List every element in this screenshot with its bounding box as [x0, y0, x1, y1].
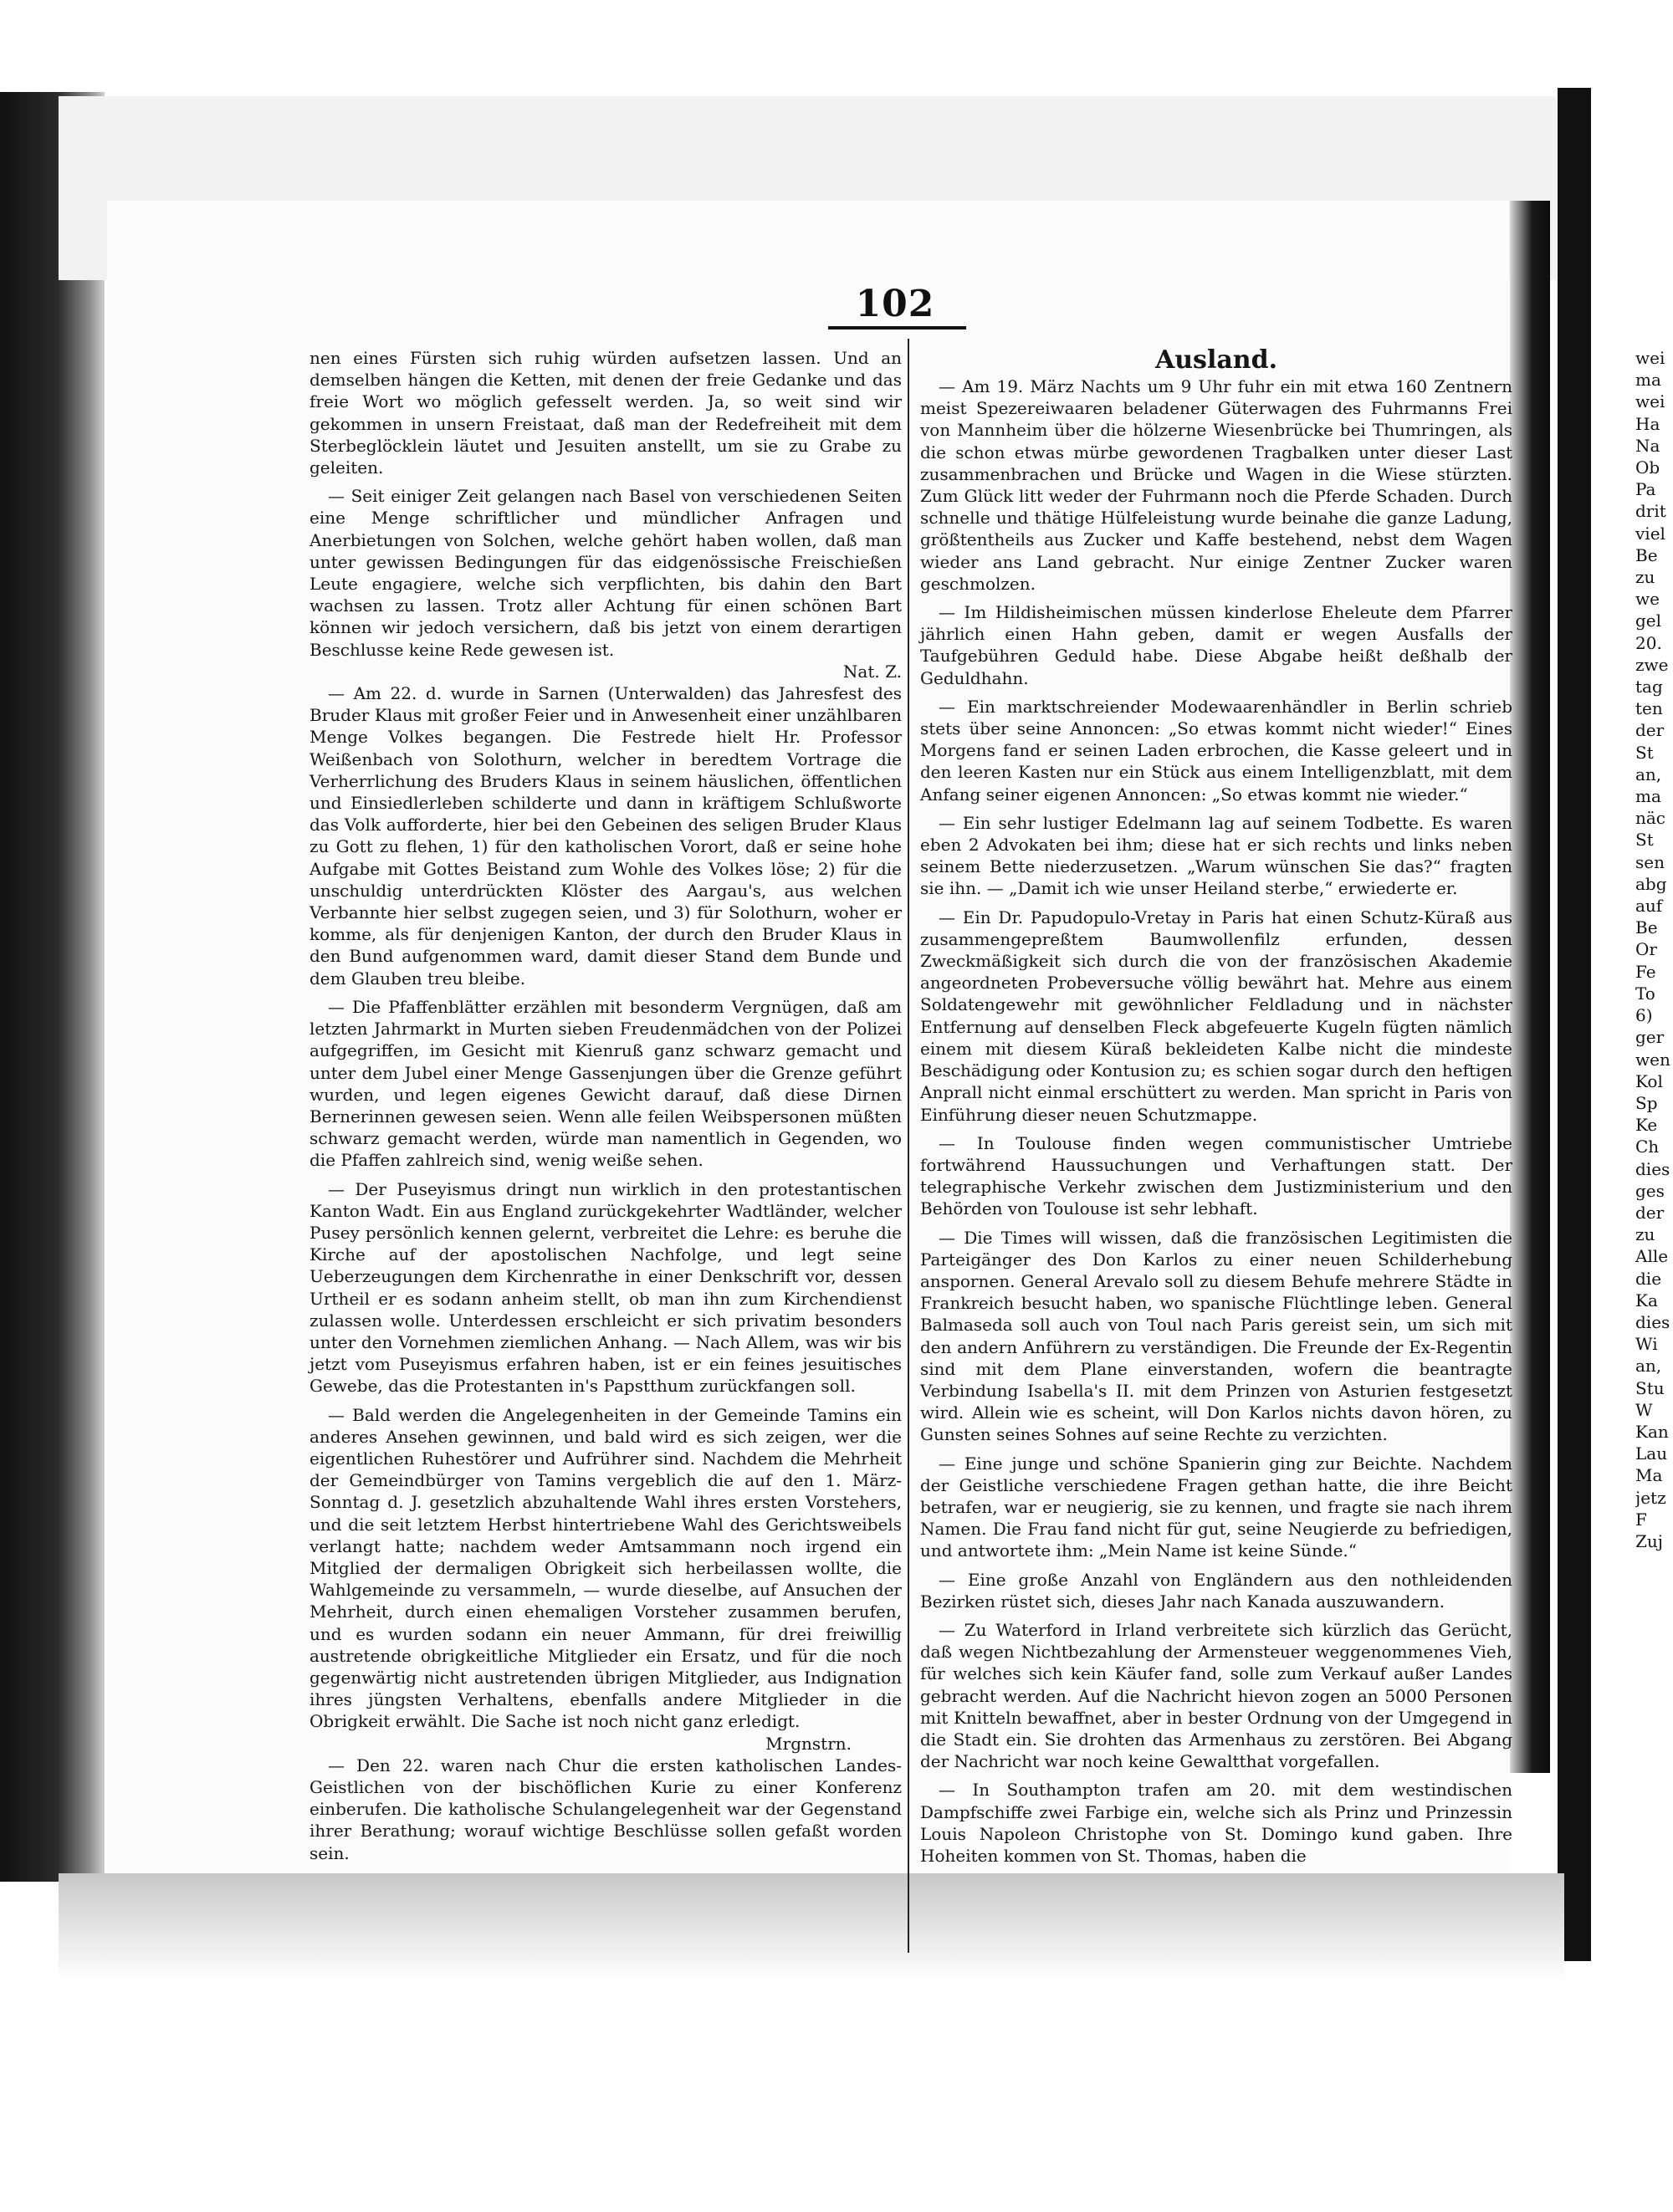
fragment-line: viel: [1635, 523, 1665, 544]
fragment-line: Kan: [1635, 1421, 1669, 1442]
fragment-line: dies: [1635, 1158, 1670, 1179]
fragment-line: gel: [1635, 610, 1662, 631]
fragment-line: Ke: [1635, 1115, 1658, 1136]
fragment-line: Na: [1635, 435, 1660, 456]
fragment-line: ger: [1635, 1027, 1665, 1048]
fragment-line: wei: [1635, 391, 1665, 412]
fragment-line: Lau: [1635, 1443, 1668, 1464]
article-paragraph: — Ein marktschreiender Modewaarenhändler in Berlin schrieb stets über seine Annoncen: „So etwas kommt nicht wieder!“ Eines Morgens fand er seinen Laden erbrochen, die Kasse geleert und in den leeren Kasten nur ein Stück aus einem Intelligenzblatt, mit dem Anfang seiner eigenen Annoncen: „So etwas kommt nie wieder.“: [920, 696, 1512, 805]
article-paragraph: — Den 22. waren nach Chur die ersten katholischen Landes-Geistlichen von der bischöflichen Kurie zu einer Konferenz einberufen. Die katholische Schulangelegenheit war der Gegenstand ihrer Berathung; worauf wichtige Beschlüsse sollen gefaßt worden sein.: [310, 1755, 902, 1863]
fragment-line: zu: [1635, 567, 1655, 588]
book-gutter: [1510, 201, 1550, 1773]
article-paragraph: — Die Times will wissen, daß die französischen Legitimisten die Parteigänger des Don Karlos zu einer neuen Schilderhebung anspornen. General Arevalo soll zu diesem Behufe mehrere Städte in Frankreich besucht haben, wo spanische Flüchtlinge leben. General Balmaseda soll auch von Toul nach Paris gereist sein, um sich mit den andern Anführern zu verständigen. Die Freunde der Ex-Regentin sind mit dem Plane einverstanden, wofern die beantragte Verbindung Isabella's II. mit dem Prinzen von Asturien festgesetzt wird. Allein wie es scheint, will Don Karlos nichts davon hören, zu Gunsten seines Sohnes auf seine Rechte zu verzichten.: [920, 1227, 1512, 1445]
fragment-line: zu: [1635, 1224, 1655, 1245]
fragment-line: der: [1635, 1202, 1665, 1223]
column-divider: [908, 339, 909, 1953]
fragment-line: Be: [1635, 917, 1658, 938]
fragment-line: Kol: [1635, 1070, 1663, 1091]
fragment-line: Zuj: [1635, 1530, 1663, 1551]
fragment-line: an,: [1635, 1356, 1662, 1377]
fragment-line: der: [1635, 720, 1665, 741]
fragment-line: St: [1635, 830, 1654, 851]
article-paragraph: — Seit einiger Zeit gelangen nach Basel von verschiedenen Seiten eine Menge schriftlicher und mündlicher Anfragen und Anerbietungen von Solchen, welche gehört haben wollen, daß man unter gewissen Bedingungen für das eidgenössische Freischießen Leute engagiere, welche sich verpflichten, bis dahin den Bart wachsen zu lassen. Trotz aller Achtung für einen schönen Bart können wir jedoch versichern, daß bis jetzt von einem derartigen Beschlusse keine Rede gewesen ist.: [310, 486, 902, 660]
fragment-line: Ma: [1635, 1465, 1663, 1486]
fragment-line: sen: [1635, 851, 1665, 872]
fragment-line: wei: [1635, 348, 1665, 368]
fragment-line: Be: [1635, 544, 1658, 565]
article-paragraph: nen eines Fürsten sich ruhig würden aufsetzen lassen. Und an demselben hängen die Ketten, mit denen der freie Gedanke und das freie Wort wo möglich gefesselt werden. Ja, so weit sind wir gekommen in unsern Freistaat, daß man der Redefreiheit mit dem Sterbeglöcklein läutet und Jesuiten anstellt, um sie zu Grabe zu geleiten.: [310, 348, 902, 478]
article-paragraph: — Am 22. d. wurde in Sarnen (Unterwalden) das Jahresfest des Bruder Klaus mit großer Feier und in Anwesenheit einer unzählbaren Menge Volkes begangen. Die Festrede hielt Hr. Professor Weißenbach von Solothurn, welcher in beredtem Vortrage die Verherrlichung des Bruders Klaus in seinem häuslichen, öffentlichen und Einsiedlerleben schilderte und dann in kräftigem Schlußworte das Volk aufforderte, hier bei den Gebeinen des seligen Bruder Klaus zu Gott zu flehen, 1) für den katholischen Vorort, daß er seine hohe Aufgabe mit Gottes Beistand zum Wohle des Volkes löse; 2) für die unschuldig unterdrückten Klöster des Aargau's, aus welchen Verbannte hier selbst zugegen seien, und 3) für Solothurn, woher er komme, als für denjenigen Kanton, der durch den Bruder Klaus in den Bund aufgenommen ward, damit dieser Stand dem Bunde und dem Glauben treu bleibe.: [310, 683, 902, 989]
fragment-line: ges: [1635, 1180, 1665, 1201]
article-paragraph: — Bald werden die Angelegenheiten in der Gemeinde Tamins ein anderes Ansehen gewinnen, und bald wird es sich zeigen, wer die eigentlichen Ruhestörer und Aufrührer sind. Nachdem die Mehrheit der Gemeindbürger von Tamins vergeblich die auf den 1. März-Sonntag d. J. gesetzlich abzuhaltende Wahl ihres ersten Vorstehers, und die seit letztem Herbst hintertriebene Wahl des Gerichtsweibels verlangt hatte; nachdem weder Amtsammann noch irgend ein Mitglied der dermaligen Obrigkeit sich herbeilassen wollte, die Wahlgemeinde zu versammeln, — wurde dieselbe, auf Ansuchen der Mehrheit, durch einen ehemaligen Vorsteher zusammen berufen, und es wurden sodann ein neuer Ammann, für drei freiwillig austretende obrigkeitliche Mitglieder ein Ersatz, und für die noch gegenwärtig nicht austretenden übrigen Mitglieder, aus Indignation ihres jüngsten Verhaltens, ebenfalls andere Mitglieder in die Obrigkeit erwählt. Die Sache ist noch nicht ganz erledigt.: [310, 1404, 902, 1732]
article-paragraph: — Zu Waterford in Irland verbreitete sich kürzlich das Gerücht, daß wegen Nichtbezahlung der Armensteuer weggenommenes Vieh, für welches sich kein Käufer fand, solle zum Verkauf außer Landes gebracht werden. Auf die Nachricht hievon zogen an 5000 Personen mit Knitteln bewaffnet, aber in bester Ordnung von der Umgegend in die Stadt ein. Sie drohten das Armenhaus zu zerstören. Bei Abgang der Nachricht war noch keine Gewaltthat vorgefallen.: [920, 1619, 1512, 1772]
fragment-line: Ob: [1635, 457, 1660, 478]
fragment-line: Stu: [1635, 1377, 1665, 1398]
fragment-line: wen: [1635, 1049, 1670, 1070]
fragment-line: St: [1635, 742, 1654, 763]
article-paragraph: — Eine junge und schöne Spanierin ging zur Beichte. Nachdem der Geistliche verschiedene Fragen gethan hatte, die ihre Beicht betrafen, war er neugierig, sie zu kennen, und fragte sie nach ihrem Namen. Die Frau fand nicht für gut, seine Neugierde zu befriedigen, und antwortete ihm: „Mein Name ist keine Sünde.“: [920, 1453, 1512, 1561]
article-paragraph: — Im Hildisheimischen müssen kinderlose Eheleute dem Pfarrer jährlich einen Hahn geben, damit er wegen Ausfalls der Taufgebühren Geduld habe. Diese Abgabe heißt deßhalb der Geduldhahn.: [920, 602, 1512, 688]
fragment-line: To: [1635, 983, 1655, 1004]
article-source: Nat. Z.: [842, 661, 902, 682]
fragment-line: zwe: [1635, 654, 1669, 675]
fragment-line: 20.: [1635, 632, 1662, 653]
article-paragraph: — In Southampton trafen am 20. mit dem westindischen Dampfschiffe zwei Farbige ein, welche sich als Prinz und Prinzessin Louis Napoleon Christophe von St. Domingo kund gaben. Ihre Hoheiten kommen von St. Thomas, haben die: [920, 1780, 1512, 1866]
fragment-line: Wi: [1635, 1334, 1658, 1355]
fragment-line: Pa: [1635, 479, 1656, 500]
article-source: Mrgnstrn.: [765, 1733, 852, 1754]
right-column: [920, 347, 1512, 1867]
article-paragraph: — Ein Dr. Papudopulo-Vretay in Paris hat einen Schutz-Küraß aus zusammengepreßtem Baumwollenfilz erfunden, dessen Zweckmäßigkeit sich durch die von der französischen Akademie angeordneten Probeversuche völlig bewährt hat. Mehre aus einem Soldatengewehr mit gewöhnlicher Feldladung und in nächster Entfernung auf denselben Fleck abgefeuerte Kugeln fügten nämlich einem mit diesem Küraß bekleideten Kalbe nicht die mindeste Beschädigung oder Kontusion zu; es schien sogar durch den heftigen Anprall nicht einmal erschüttert zu werden. Man spricht in Paris von Einführung dieser neuen Schutzmappe.: [920, 907, 1512, 1125]
scan-shadow-left: [0, 92, 105, 1882]
page-number: 102: [855, 283, 935, 325]
article-paragraph: — In Toulouse finden wegen communistischer Umtriebe fortwährend Haussuchungen und Verhaftungen statt. Der telegraphische Verkehr zwischen dem Justizministerium und den Behörden von Toulouse ist sehr lebhaft.: [920, 1132, 1512, 1219]
fragment-line: 6): [1635, 1005, 1653, 1026]
fragment-line: abg: [1635, 873, 1667, 894]
fragment-line: tag: [1635, 677, 1663, 697]
fragment-line: ma: [1635, 370, 1661, 391]
fragment-line: an,: [1635, 764, 1662, 784]
fragment-line: die: [1635, 1268, 1662, 1289]
fragment-line: dies: [1635, 1311, 1670, 1332]
article-paragraph: — Eine große Anzahl von Engländern aus den nothleidenden Bezirken rüstet sich, dieses Jahr nach Kanada auszuwandern.: [920, 1569, 1512, 1612]
fragment-line: ma: [1635, 786, 1661, 807]
fragment-line: Or: [1635, 939, 1657, 960]
scan-paper-margin-bottom: [59, 1873, 1564, 1982]
article-paragraph: — Am 19. März Nachts um 9 Uhr fuhr ein mit etwa 160 Zentnern meist Spezereiwaaren beladener Güterwagen des Fuhrmanns Frei von Mannheim über die hölzerne Wiesenbrücke bei Thumringen, als die schon etwas mürbe gewordenen Tragbalken unter dieser Last zusammenbrachen und Brücke und Wagen in die Wiese stürzten. Zum Glück litt weder der Fuhrmann noch die Pferde Schaden. Durch schnelle und thätige Hülfeleistung wurde beinahe die ganze Ladung, größtentheils aus Zucker und Kaffe bestehend, nebst dem Wagen wieder ans Land gebracht. Nur einige Zentner Zucker waren geschmolzen.: [920, 376, 1512, 594]
fragment-line: W: [1635, 1399, 1653, 1420]
fragment-line: drit: [1635, 501, 1666, 522]
left-column: [310, 347, 902, 1864]
fragment-line: we: [1635, 589, 1660, 610]
fragment-line: näc: [1635, 808, 1666, 829]
fragment-line: ten: [1635, 698, 1663, 719]
article-paragraph: — Die Pfaffenblätter erzählen mit besonderm Vergnügen, daß am letzten Jahrmarkt in Murten sieben Freudenmädchen von der Polizei aufgegriffen, im Gesicht mit Kienruß ganz schwarz gemacht und unter dem Jubel einer Menge Gassenjungen über die Grenze geführt wurden, und legen eigenes Gewicht darauf, daß diese Dirnen Bernerinnen gewesen seien. Wenn alle feilen Weibspersonen müßten schwarz gemacht werden, würde man namentlich in Gegenden, wo die Pfaffen zahlreich sind, wenig weiße sehen.: [310, 996, 902, 1171]
article-paragraph: — Ein sehr lustiger Edelmann lag auf seinem Todbette. Es waren eben 2 Advokaten bei ihm; diese hat er sich rechts und links neben seinem Bette niederzusetzen. „Warum wünschen Sie das?“ fragten sie ihn. — „Damit ich wie unser Heiland sterbe,“ erwiederte er.: [920, 812, 1512, 899]
fragment-line: Ch: [1635, 1137, 1660, 1157]
fragment-line: F: [1635, 1509, 1647, 1530]
adjacent-page-fragment: [1635, 347, 1673, 1552]
fragment-line: jetz: [1635, 1487, 1666, 1508]
article-paragraph: — Der Puseyismus dringt nun wirklich in den protestantischen Kanton Wadt. Ein aus England zurückgekehrter Wadtländer, welcher Pusey persönlich kennen gelernt, verbreitet die Lehre: es beruhe die Kirche auf der apostolischen Nachfolge, und legt seine Ueberzeugungen dem Kirchenrathe in einer Denkschrift vor, dessen Urtheil er es sodann anheim stellt, ob man ihn zum Kirchendienst zulassen wolle. Unterdessen erschleicht er sich privatim besonders unter den Vornehmen ziemlichen Anhang. — Nach Allem, was wir bis jetzt vom Puseyismus erfahren haben, ist er ein feines jesuitisches Gewebe, das die Protestanten in's Papstthum zurückfangen soll.: [310, 1178, 902, 1397]
fragment-line: Alle: [1635, 1246, 1669, 1267]
fragment-line: Fe: [1635, 961, 1656, 982]
page-number-rule: [828, 326, 966, 330]
fragment-line: Ha: [1635, 413, 1660, 434]
scan-shadow-right: [1558, 88, 1591, 1961]
fragment-line: Ka: [1635, 1290, 1658, 1310]
fragment-line: Sp: [1635, 1092, 1658, 1113]
fragment-line: auf: [1635, 896, 1663, 917]
section-title: Ausland.: [1154, 345, 1278, 375]
